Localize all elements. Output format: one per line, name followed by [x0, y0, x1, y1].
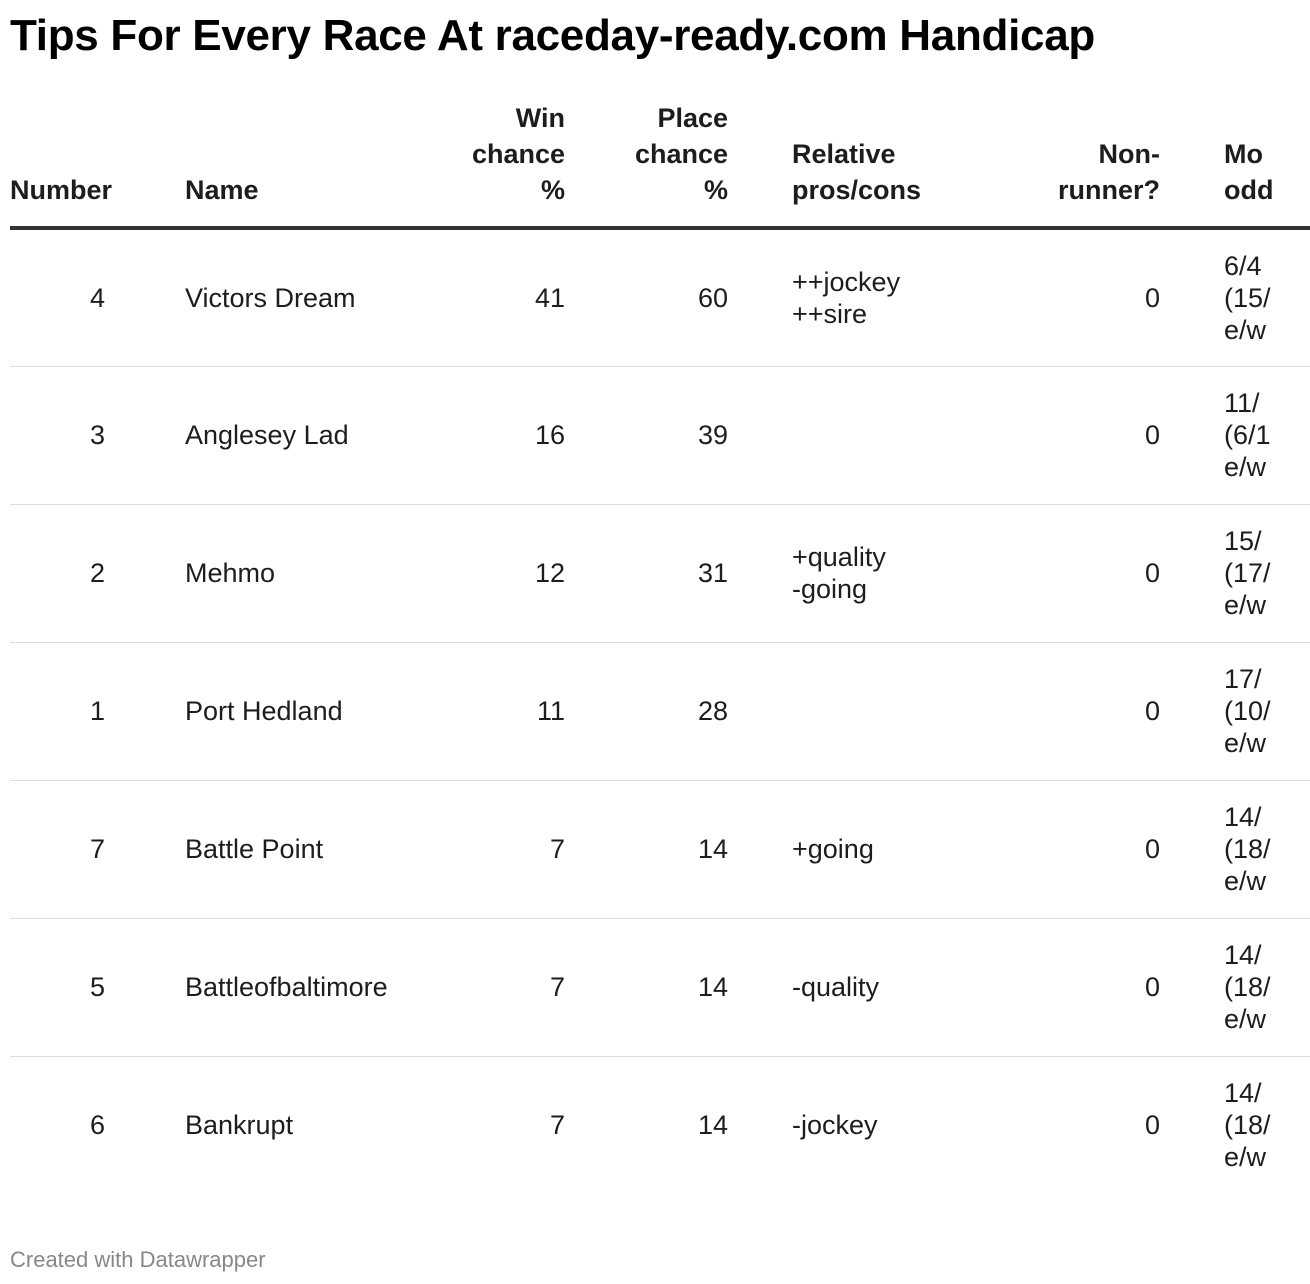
- cell-win: 11: [385, 642, 565, 780]
- cell-line: +going: [792, 834, 874, 864]
- table-row: [10, 780, 1310, 918]
- cell-pros: [728, 1056, 948, 1194]
- column-header-line: Relative: [792, 139, 896, 169]
- cell-line: (18/: [1224, 834, 1271, 864]
- column-header-line: Place: [657, 103, 728, 133]
- cell-line: (15/: [1224, 282, 1271, 313]
- cell-nr: 0: [948, 504, 1160, 642]
- cell-place: 31: [565, 504, 728, 642]
- column-header-line: Name: [185, 175, 259, 205]
- column-header-line: chance: [471, 139, 565, 169]
- column-header-line: Non-: [1098, 139, 1160, 169]
- cell-win: 41: [385, 228, 565, 366]
- cell-name: Battleofbaltimore: [123, 918, 385, 1056]
- column-header-line: %: [540, 175, 565, 205]
- cell-nr: 0: [1144, 1110, 1160, 1141]
- cell-line: e/w: [1224, 452, 1267, 482]
- cell-nr: 0: [948, 918, 1160, 1056]
- cell-name: Anglesey Lad: [123, 366, 385, 504]
- column-header-line: Win: [515, 103, 565, 133]
- cell-name: Battle Point: [123, 780, 385, 918]
- column-header-line: chance: [634, 139, 728, 169]
- cell-win: 7: [385, 918, 565, 1056]
- column-header-line: %: [703, 175, 728, 205]
- cell-line: e/w: [1224, 728, 1267, 758]
- cell-line: e/w: [1224, 590, 1267, 620]
- cell-line: 14/: [1224, 802, 1262, 832]
- cell-place: 28: [565, 642, 728, 780]
- cell-number: 3: [10, 366, 123, 504]
- cell-pros: [728, 504, 948, 642]
- chart-title: Tips For Every Race At raceday-ready.com Handicap: [10, 11, 1095, 60]
- cell-line: e/w: [1224, 866, 1267, 896]
- cell-line: +quality: [792, 542, 886, 572]
- cell-line: 14/: [1224, 940, 1262, 970]
- column-header-number: [10, 100, 123, 228]
- table-container: [10, 100, 1274, 1200]
- cell-line: -quality: [792, 972, 880, 1002]
- cell-nr: 0: [948, 366, 1160, 504]
- column-header-line: pros/cons: [792, 175, 922, 205]
- cell-line: e/w: [1224, 1004, 1267, 1034]
- tips-table: [10, 100, 1310, 1194]
- cell-odds: [1160, 918, 1310, 1056]
- cell-win: 16: [385, 366, 565, 504]
- table-row: [10, 642, 1310, 780]
- cell-pros: [728, 918, 948, 1056]
- cell-place: 39: [565, 366, 728, 504]
- cell-name: Port Hedland: [123, 642, 385, 780]
- cell-nr: 0: [948, 228, 1160, 366]
- cell-name: Victors Dream: [123, 228, 385, 366]
- footer-credit: Created with Datawrapper: [10, 1247, 266, 1272]
- cell-number: 6: [89, 1110, 105, 1141]
- cell-odds: [1160, 780, 1310, 918]
- cell-line: ++sire: [792, 298, 868, 329]
- cell-place: 14: [697, 1110, 728, 1141]
- cell-odds: [1160, 228, 1310, 366]
- cell-place: 14: [565, 780, 728, 918]
- cell-odds: [1160, 642, 1310, 780]
- cell-line: 15/: [1224, 526, 1262, 556]
- cell-line: (18/: [1224, 972, 1271, 1002]
- column-header-name: [123, 100, 385, 228]
- column-header-nr: [948, 100, 1160, 228]
- table-body: [10, 228, 1310, 1194]
- cell-pros: [728, 642, 948, 780]
- cell-line: -going: [792, 574, 868, 604]
- column-header-line: odd: [1224, 175, 1274, 205]
- column-header-place: [565, 100, 728, 228]
- table-row: [10, 504, 1310, 642]
- cell-line: -jockey: [792, 1110, 878, 1141]
- cell-odds: [1160, 504, 1310, 642]
- cell-number: 5: [10, 918, 123, 1056]
- cell-number: 1: [10, 642, 123, 780]
- cell-line: 14/: [1224, 1078, 1262, 1109]
- column-header-line: runner?: [1057, 175, 1160, 205]
- cell-line: e/w: [1224, 1142, 1267, 1173]
- cell-line: e/w: [1224, 314, 1267, 345]
- table-header: [10, 100, 1310, 228]
- cell-name: Mehmo: [123, 504, 385, 642]
- cell-pros: [728, 780, 948, 918]
- cell-name: Bankrupt: [185, 1110, 294, 1141]
- cell-line: 6/4: [1224, 250, 1262, 281]
- cell-nr: 0: [948, 642, 1160, 780]
- table-row: [10, 918, 1310, 1056]
- cell-win: 7: [385, 780, 565, 918]
- cell-line: ++jockey: [792, 266, 901, 297]
- cell-line: (17/: [1224, 558, 1271, 588]
- cell-pros: [728, 366, 948, 504]
- cell-place: 14: [565, 918, 728, 1056]
- table-row: [10, 1056, 1310, 1194]
- cell-line: (6/1: [1224, 420, 1271, 450]
- column-header-odds: [1160, 100, 1310, 228]
- cell-pros: [728, 228, 948, 366]
- cell-line: 17/: [1224, 664, 1262, 694]
- column-header-win: [385, 100, 565, 228]
- column-header-line: Mo: [1224, 139, 1263, 169]
- cell-line: 11/: [1224, 388, 1260, 418]
- cell-nr: 0: [948, 780, 1160, 918]
- header-row: [10, 100, 1310, 228]
- cell-line: (18/: [1224, 1110, 1271, 1141]
- column-header-pros: [728, 100, 948, 228]
- column-header-line: Number: [10, 175, 113, 205]
- cell-place: 60: [565, 228, 728, 366]
- cell-odds: [1160, 1056, 1310, 1194]
- cell-win: 7: [549, 1110, 565, 1141]
- cell-number: 2: [10, 504, 123, 642]
- cell-odds: [1160, 366, 1310, 504]
- cell-line: (10/: [1224, 696, 1271, 726]
- cell-win: 12: [385, 504, 565, 642]
- table-row: [10, 366, 1310, 504]
- cell-number: 7: [10, 780, 123, 918]
- cell-number: 4: [10, 228, 123, 366]
- table-row: [10, 228, 1310, 366]
